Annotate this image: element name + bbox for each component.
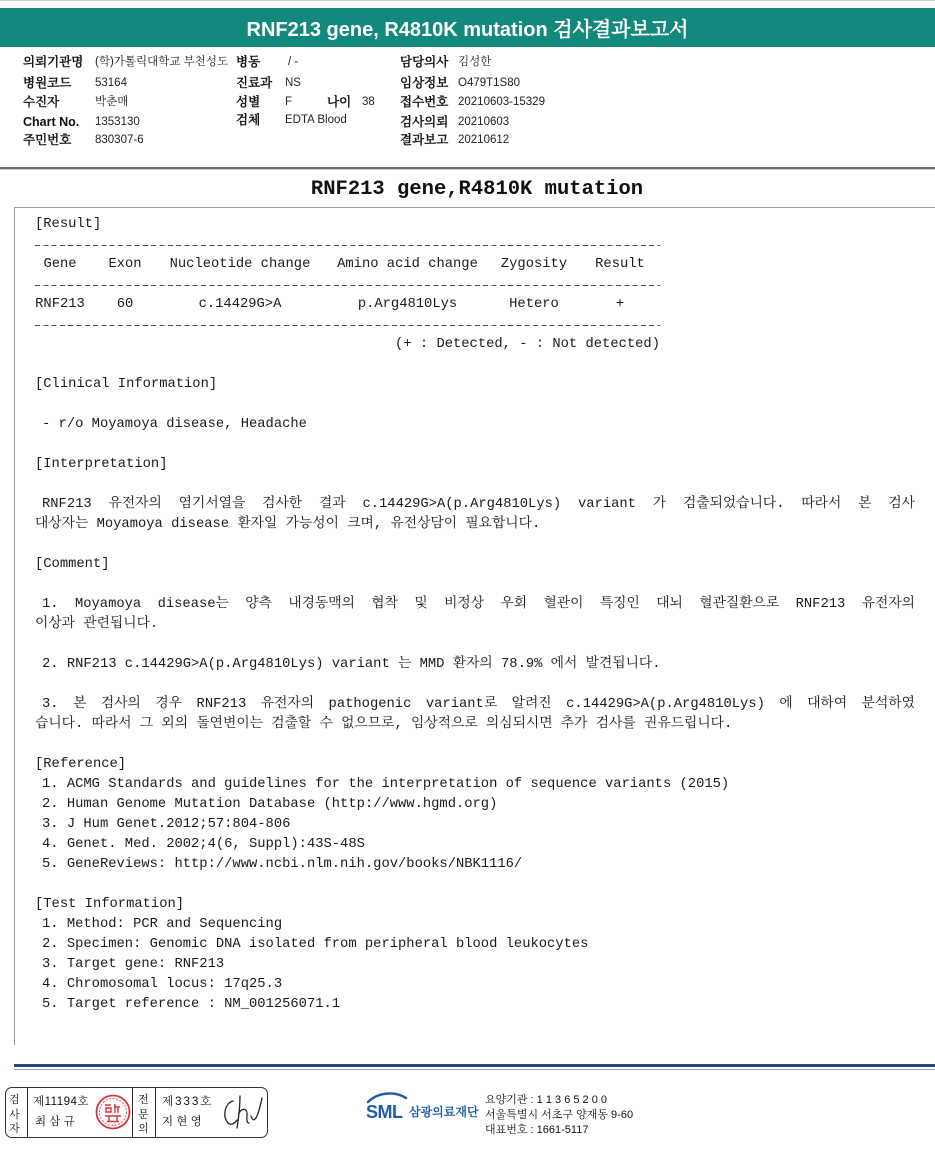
comment-item-2-line: 2. RNF213 c.14429G>A(p.Arg4810Lys) variant 는 MMD 환자의 78.9% 에서 발견됩니다. [42, 657, 661, 672]
blank-line [35, 535, 915, 555]
reference-item: 5. GeneReviews: http://www.ncbi.nlm.nih.gov/books/NBK1116/ [42, 857, 523, 872]
signature-box-divider [27, 1088, 28, 1137]
result-col-amino-acid-change: Amino acid change [337, 257, 478, 272]
result-col-nucleotide-change: Nucleotide change [169, 257, 311, 272]
clinical-info-value: O479T1S80 [458, 77, 521, 89]
reference-item: 2. Human Genome Mutation Database (http://www.hgmd.org) [42, 797, 498, 812]
report-body [35, 215, 915, 1015]
reference-heading: [Reference] [35, 757, 127, 772]
organization-address: 서울특별시 서초구 양재동 9-60 [485, 1109, 634, 1121]
result-col-gene: Gene [43, 257, 77, 272]
result-heading: [Result] [35, 217, 102, 232]
blank-line [35, 475, 915, 495]
request-date-label: 검사의뢰 [400, 115, 449, 129]
interpretation-line: RNF213 유전자의 염기서열을 검사한 결과 c.14429G>A(p.Arg4810Lys) variant 가 검출되었습니다. 따라서 본 검사 [42, 497, 915, 512]
chart-no-value: 1353130 [95, 116, 140, 128]
result-bottom-dashed-rule [35, 315, 660, 335]
hospital-code-value: 53164 [95, 77, 127, 89]
department-value: NS [285, 77, 301, 89]
accession-no-value: 20210603-15329 [458, 96, 545, 108]
result-header-row [35, 255, 915, 275]
resident-no-value: 830307-6 [95, 134, 144, 146]
clinical-information-heading: [Clinical Information] [35, 377, 218, 392]
sex-value: F [285, 96, 293, 108]
specialist-license-no: 제333호 [162, 1096, 214, 1108]
logo-swoosh [368, 1093, 406, 1102]
requesting-institution-label: 의뢰기관명 [23, 55, 84, 69]
blank-line [35, 355, 915, 375]
result-cell-exon: 60 [116, 297, 134, 312]
reference-item: 4. Genet. Med. 2002;4(6, Suppl):43S-48S [42, 837, 365, 852]
clinical-information-text: - r/o Moyamoya disease, Headache [42, 417, 307, 432]
report-date-value: 20210612 [458, 134, 510, 146]
result-cell-nucleotide-change: c.14429G>A [198, 297, 282, 312]
sml-logo-text: SML [366, 1102, 403, 1122]
result-cell-amino-acid-change: p.Arg4810Lys [357, 297, 458, 312]
report-date-label: 결과보고 [400, 133, 449, 147]
age-value: 38 [362, 96, 375, 108]
signature-strokes [225, 1096, 262, 1128]
result-mid-dashed-rule [35, 275, 660, 295]
comment-item-3-line: 3. 본 검사의 경우 RNF213 유전자의 pathogenic variant로 알려진 c.14429G>A(p.Arg4810Lys) 에 대하여 분석하였 [42, 697, 915, 712]
test-information-heading: [Test Information] [35, 897, 185, 912]
sml-logo [365, 1090, 409, 1124]
patient-name-label: 수진자 [23, 95, 60, 109]
report-title: RNF213 gene, R4810K mutation 검사결과보고서 [246, 19, 689, 41]
result-col-result: Result [595, 257, 645, 272]
result-cell-gene: RNF213 [35, 297, 85, 312]
result-col-zygosity: Zygosity [500, 257, 568, 272]
specimen-label: 검체 [236, 113, 261, 127]
comment-item-3-line: 습니다. 따라서 그 외의 돌연변이는 검출할 수 없으므로, 임상적으로 의심되시면 추가 검사를 권유드립니다. [35, 717, 733, 732]
handwritten-signature [220, 1092, 264, 1132]
physician-label: 담당의사 [400, 55, 449, 69]
interpretation-heading: [Interpretation] [35, 457, 168, 472]
document-title: RNF213 gene,R4810K mutation [310, 178, 644, 201]
specimen-value: EDTA Blood [285, 114, 347, 126]
ward-value: / - [288, 56, 299, 68]
facility-number: 요양기관 : 1 1 3 6 5 2 0 0 [485, 1094, 608, 1106]
blank-line [35, 675, 915, 695]
blank-line [35, 435, 915, 455]
patient-name-value: 박춘매 [95, 96, 129, 108]
test-information-item: 1. Method: PCR and Sequencing [42, 917, 283, 932]
result-cell-result: + [615, 297, 625, 312]
accession-no-label: 접수번호 [400, 95, 449, 109]
result-cell-zygosity: Hetero [509, 297, 559, 312]
comment-item-1-line: 이상과 관련됩니다. [35, 617, 159, 632]
requesting-institution-value: (학)가톨릭대학교 부천성도 [95, 56, 229, 68]
footer-rule [14, 1064, 935, 1067]
ward-label: 병동 [236, 55, 261, 69]
organization-phone: 대표번호 : 1661-5117 [485, 1124, 589, 1136]
hospital-code-label: 병원코드 [23, 76, 72, 90]
interpretation-line: 대상자는 Moyamoya disease 환자일 가능성이 크며, 유전상담이 필요합니다. [35, 517, 541, 532]
seal-stamp-icon [95, 1094, 131, 1130]
signature-box-divider [132, 1088, 133, 1137]
blank-line [35, 575, 915, 595]
tester-name: 최 삼 규 [35, 1116, 75, 1128]
seal-outer-ring [97, 1096, 130, 1129]
test-information-item: 5. Target reference : NM_001256071.1 [42, 997, 341, 1012]
signature-box [5, 1087, 268, 1138]
specialist-name: 지 현 영 [162, 1116, 202, 1128]
blank-line [35, 395, 915, 415]
patient-info-panel [0, 0, 935, 160]
blank-line [35, 735, 915, 755]
comment-heading: [Comment] [35, 557, 110, 572]
comment-item-1-line: 1. Moyamoya disease는 양측 내경동맥의 협착 및 비정상 우회 혈관이 특징인 대뇌 혈관질환으로 RNF213 유전자의 [42, 597, 915, 612]
test-information-item: 3. Target gene: RNF213 [42, 957, 225, 972]
organization-name: 삼광의료재단 [409, 1105, 479, 1119]
test-information-item: 4. Chromosomal locus: 17q25.3 [42, 977, 283, 992]
physician-value: 김성한 [458, 56, 492, 68]
age-label: 나이 [327, 95, 352, 109]
reference-item: 3. J Hum Genet.2012;57:804-806 [42, 817, 291, 832]
tester-role-label: 검사자 [9, 1094, 20, 1135]
seal-glyphs [105, 1104, 121, 1122]
signature-box-divider [155, 1088, 156, 1137]
blank-line [35, 635, 915, 655]
tester-license-no: 제11194호 [33, 1096, 89, 1108]
specialist-role-label: 전문의 [138, 1094, 149, 1135]
result-row [35, 295, 915, 315]
chart-no-label: Chart No. [23, 115, 80, 129]
department-label: 진료과 [236, 76, 273, 90]
result-top-dashed-rule [35, 235, 660, 255]
result-col-exon: Exon [108, 257, 142, 272]
clinical-info-label: 임상정보 [400, 76, 449, 90]
report-text-frame [14, 207, 935, 1045]
test-information-item: 2. Specimen: Genomic DNA isolated from peripheral blood leukocytes [42, 937, 589, 952]
footer-rule-shadow [14, 1069, 935, 1070]
reference-item: 1. ACMG Standards and guidelines for the interpretation of sequence variants (2015) [42, 777, 730, 792]
header-divider [0, 167, 935, 170]
blank-line [35, 875, 915, 895]
resident-no-label: 주민번호 [23, 133, 72, 147]
request-date-value: 20210603 [458, 116, 510, 128]
sex-label: 성별 [236, 95, 261, 109]
result-legend: (+ : Detected, - : Not detected) [395, 337, 660, 352]
